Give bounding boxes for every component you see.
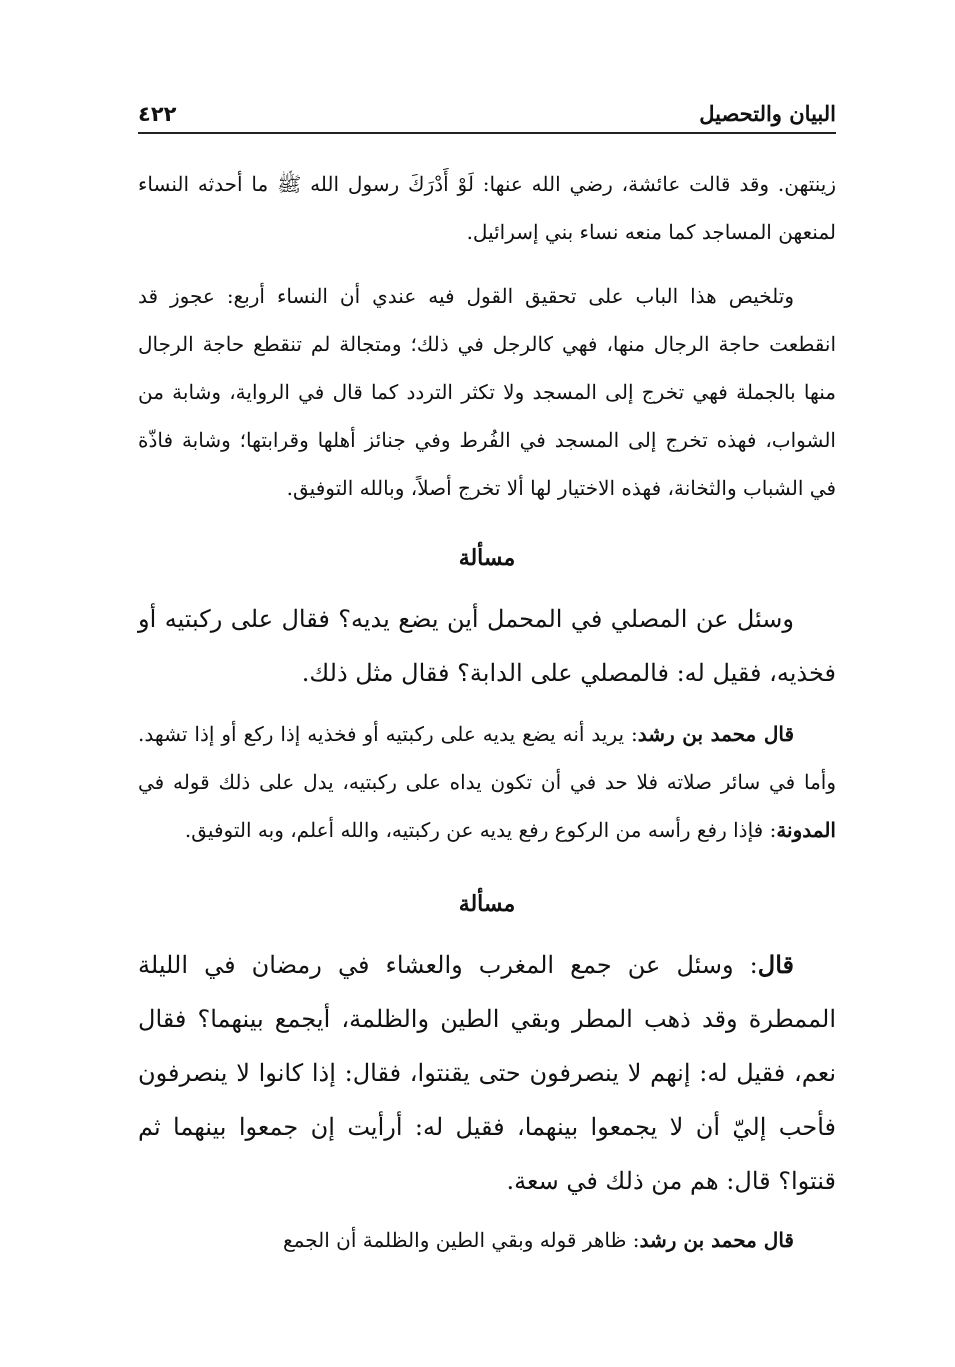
paragraph-5 [138, 938, 836, 1208]
page-number: ٤٢٢ [138, 102, 177, 126]
paragraph-6 [138, 1216, 836, 1264]
ibn-rushd-lead: قال محمد بن رشد [637, 722, 795, 746]
qala-lead: قال [757, 950, 794, 979]
ibn-rushd-lead-2: قال محمد بن رشد [639, 1228, 794, 1252]
mudawwana-title: المدونة [776, 818, 836, 842]
paragraph-5-text: : وسئل عن جمع المغرب والعشاء في رمضان في الليلة الممطرة وقد ذهب المطر وبقي الطين والظلمة، أيجمع بينهما؟ فقال نعم، فقيل له: إنهم لا ينصرفون حتى يقنتوا، فقال: إذا كانوا لا ينصرفون فأحب إليّ أن لا يجمعوا بينهما، فقيل له: أرأيت إن جمعوا بينهما ثم قنتوا؟ قال: هم من ذلك في سعة. [138, 951, 836, 1195]
paragraph-1: زينتهن. وقد قالت عائشة، رضي الله عنها: لَوْ أَدْرَكَ رسول الله ﷺ ما أحدثه النساء لمنعهن المساجد كما منعه نساء بني إسرائيل. [138, 172, 836, 244]
paragraph-3: وسئل عن المصلي في المحمل أين يضع يديه؟ فقال على ركبتيه أو فخذيه، فقيل له: فالمصلي على الدابة؟ فقال مثل ذلك. [138, 605, 836, 687]
book-title: البيان والتحصيل [699, 101, 836, 126]
paragraph-4 [138, 710, 836, 854]
book-page [138, 92, 836, 1264]
paragraph-4-text-b: : فإذا رفع رأسه من الركوع رفع يديه عن ركبتيه، والله أعلم، وبه التوفيق. [184, 818, 777, 842]
section-heading-2: مسألة [458, 891, 516, 917]
running-header [138, 92, 836, 134]
paragraph-4-text-a: : يريد أنه يضع يديه على ركبتيه أو فخذيه إذا ركع أو إذا تشهد. وأما في سائر صلاته فلا حد في أن تكون يداه على ركبتيه، يدل على ذلك قوله في [138, 722, 836, 794]
paragraph-2: وتلخيص هذا الباب على تحقيق القول فيه عندي أن النساء أربع: عجوز قد انقطعت حاجة الرجال منها، فهي كالرجل في ذلك؛ ومتجالة لم تنقطع حاجة الرجال منها بالجملة فهي تخرج إلى المسجد ولا تكثر التردد كما قال في الرواية، وشابة من الشواب، فهذه تخرج إلى المسجد في الفُرط وفي جنائز أهلها وقرابتها؛ وشابة فاذّة في الشباب والثخانة، فهذه الاختيار لها ألا تخرج أصلاً، وبالله التوفيق. [138, 284, 836, 500]
paragraph-6-text: : ظاهر قوله وبقي الطين والظلمة أن الجمع [283, 1228, 640, 1252]
section-heading-1: مسألة [458, 545, 516, 571]
